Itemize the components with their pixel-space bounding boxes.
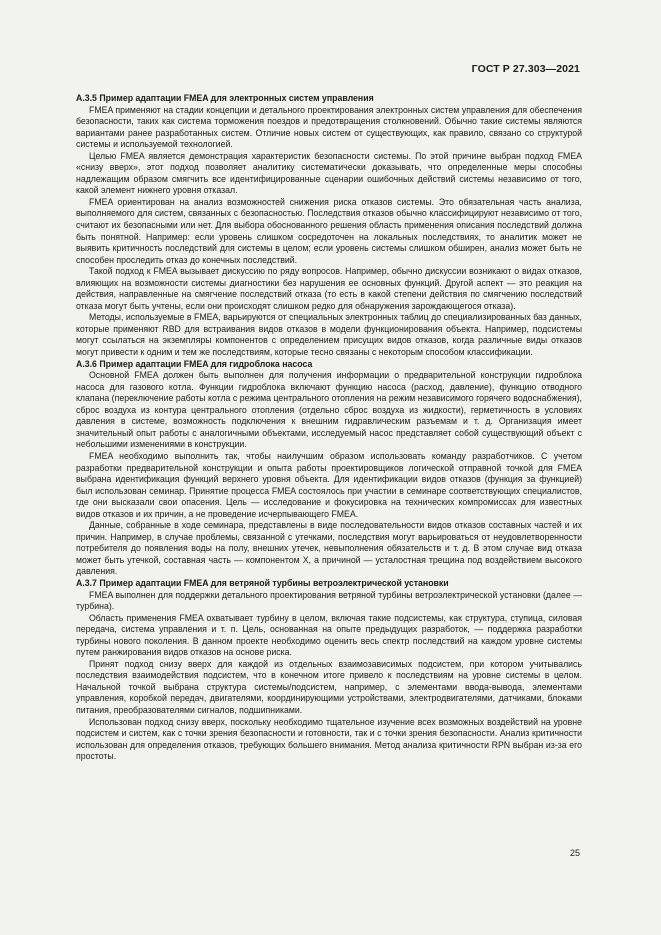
page-content	[76, 93, 582, 763]
standard-header: ГОСТ Р 27.303—2021	[471, 63, 580, 75]
paragraph: Такой подход к FMEA вызывает дискуссию по ряду вопросов. Например, обычно дискуссии возникают о видах отказов, влияющих на возможности системы диагностики без нарушения ее основных функций. Другой аспект — это реакция на действия, направленные на смягчение последствий отказа (то есть в какой степени действия по смягчению последствий отказа могут быть учтены, если они происходят слишком редко для обнаружения зарождающегося отказа).	[76, 266, 582, 311]
paragraph: FMEA применяют на стадии концепции и детального проектирования электронных систем управления для обеспечения безопасности, таких как система торможения поездов и предотвращения столкновений. Обычно такие системы являются вариантами ранее разработанных систем. Отличие новых систем от существующих, как правило, связано со структурой системы и используемой технологией.	[76, 104, 582, 150]
page-number: 25	[569, 848, 580, 858]
paragraph: FMEA выполнен для поддержки детального проектирования ветряной турбины ветроэлектрической установки (далее — турбина).	[76, 589, 582, 612]
paragraph: Методы, используемые в FMEA, варьируются от специальных электронных таблиц до специализированных баз данных, которые применяют RBD для встраивания видов отказов в модели функционирования объекта. Например, подсистемы могут ссылаться на экземпляры компонентов с определением присущих видов отказов, когда различные виды отказов могут привести к одним и тем же последствиям, которые тесно связаны с некоторым способом классификации.	[76, 312, 582, 358]
paragraph: Область применения FMEA охватывает турбину в целом, включая такие подсистемы, как структура, ступица, силовая передача, система управления и т. п. Цель, основанная на опыте предыдущих разработок, — поддержка разработки турбины нового поколения. В данном проекте необходимо оценить весь спектр последствий на каждом уровне системы путем ранжирования видов отказов на основе риска.	[76, 612, 582, 658]
section-heading-a35: А.3.5 Пример адаптации FMEA для электронных систем управления	[76, 93, 374, 103]
paragraph: FMEA необходимо выполнить так, чтобы наилучшим образом использовать команду разработчиков. С учетом разработки предварительной конструкции и опыта работы проектировщиков логической отправной точкой для FMEA выбрана идентификация функций верхнего уровня объекта. Для идентификации видов отказов (функция за функцией) был использован семинар. Принятие процесса FMEA состоялось при участии в семинаре соответствующих специалистов, где они высказали свои опасения. Цель — исследование и фокусировка на технических компромиссах для известных видов отказов и их причин, а не проведение исчерпывающего FMEA.	[76, 450, 582, 519]
paragraph: Основной FMEA должен быть выполнен для получения информации о предварительной конструкции гидроблока насоса для газового котла. Функции гидроблока включают функцию насоса (расход, давление), функцию отводного клапана (переключение работы котла с режима центрального отопления на режим независимого горячего водоснабжения), сброс воздуха из контура центрального отопления (отдельно сброс воздуха из жидкости), герметичность в условиях давления в системе, возможность подключения к внешним гидравлическим разъемам и т. д. Организация имеет значительный опыт работы с аналогичными объектами, исследуемый насос представляет собой существующий объект с небольшими изменениями в конструкции.	[76, 370, 582, 450]
paragraph: Данные, собранные в ходе семинара, представлены в виде последовательности видов отказов составных частей и их причин. Например, в случае проблемы, связанной с утечками, последствия могут варьироваться от неудовлетворенности потребителя до появления воды на полу, внешних утечек, невыполнения обязательств и т. д. В этом случае вид отказа может быть утечкой, составная часть — компонентом Х, а причиной — усталостная трещина под воздействием высокого давления.	[76, 520, 582, 577]
section-heading-a36: А.3.6 Пример адаптации FMEA для гидроблока насоса	[76, 358, 313, 369]
paragraph: Принят подход снизу вверх для каждой из отдельных взаимозависимых подсистем, при котором учитывались последствия взаимодействия подсистем, что в конечном итоге привело к последствиям на уровне системы в целом. Начальной точкой выбрана структура системы/подсистем, например, с элементами ввода-вывода, элементами управления, коробкой передач, двигателями, координирующими устройствами, электродвигателями, датчиками, блоками питания, преобразователями сигналов, подшипниками.	[76, 658, 582, 715]
paragraph: FMEA ориентирован на анализ возможностей снижения риска отказов системы. Это обязательная часть анализа, выполняемого для систем, связанных с безопасностью. Последствия отказов обычно классифицируют независимо от того, считают их безопасными или нет. Для выбора обоснованного решения область применения описания последствий должна быть понятной. Например: если уровень слишком сосредоточен на локальных последствиях, то аналитик может не выявить критичность последствий для системы в целом; если уровень системы слишком обширен, анализ может быть не способен проследить отказ до конечных последствий.	[76, 196, 582, 265]
paragraph: Использован подход снизу вверх, поскольку необходимо тщательное изучение всех возможных воздействий на уровне подсистем и систем, как с точки зрения безопасности и готовности, так и с точки зрения безопасности. Анализ критичности использован для определения отказов, требующих большего внимания. Метод анализа критичности RPN выбран из-за его простоты.	[76, 716, 582, 762]
paragraph: Целью FMEA является демонстрация характеристик безопасности системы. По этой причине выбран подход FMEA «снизу вверх», этот подход позволяет аналитику систематически доказывать, что определенные меры способны надлежащим образом смягчить все идентифицированные сценарии ошибочных действий системы независимо от того, какой элемент нижнего уровня отказал.	[76, 150, 582, 196]
section-heading-a37: А.3.7 Пример адаптации FMEA для ветряной турбины ветроэлектрической установки	[76, 577, 449, 588]
